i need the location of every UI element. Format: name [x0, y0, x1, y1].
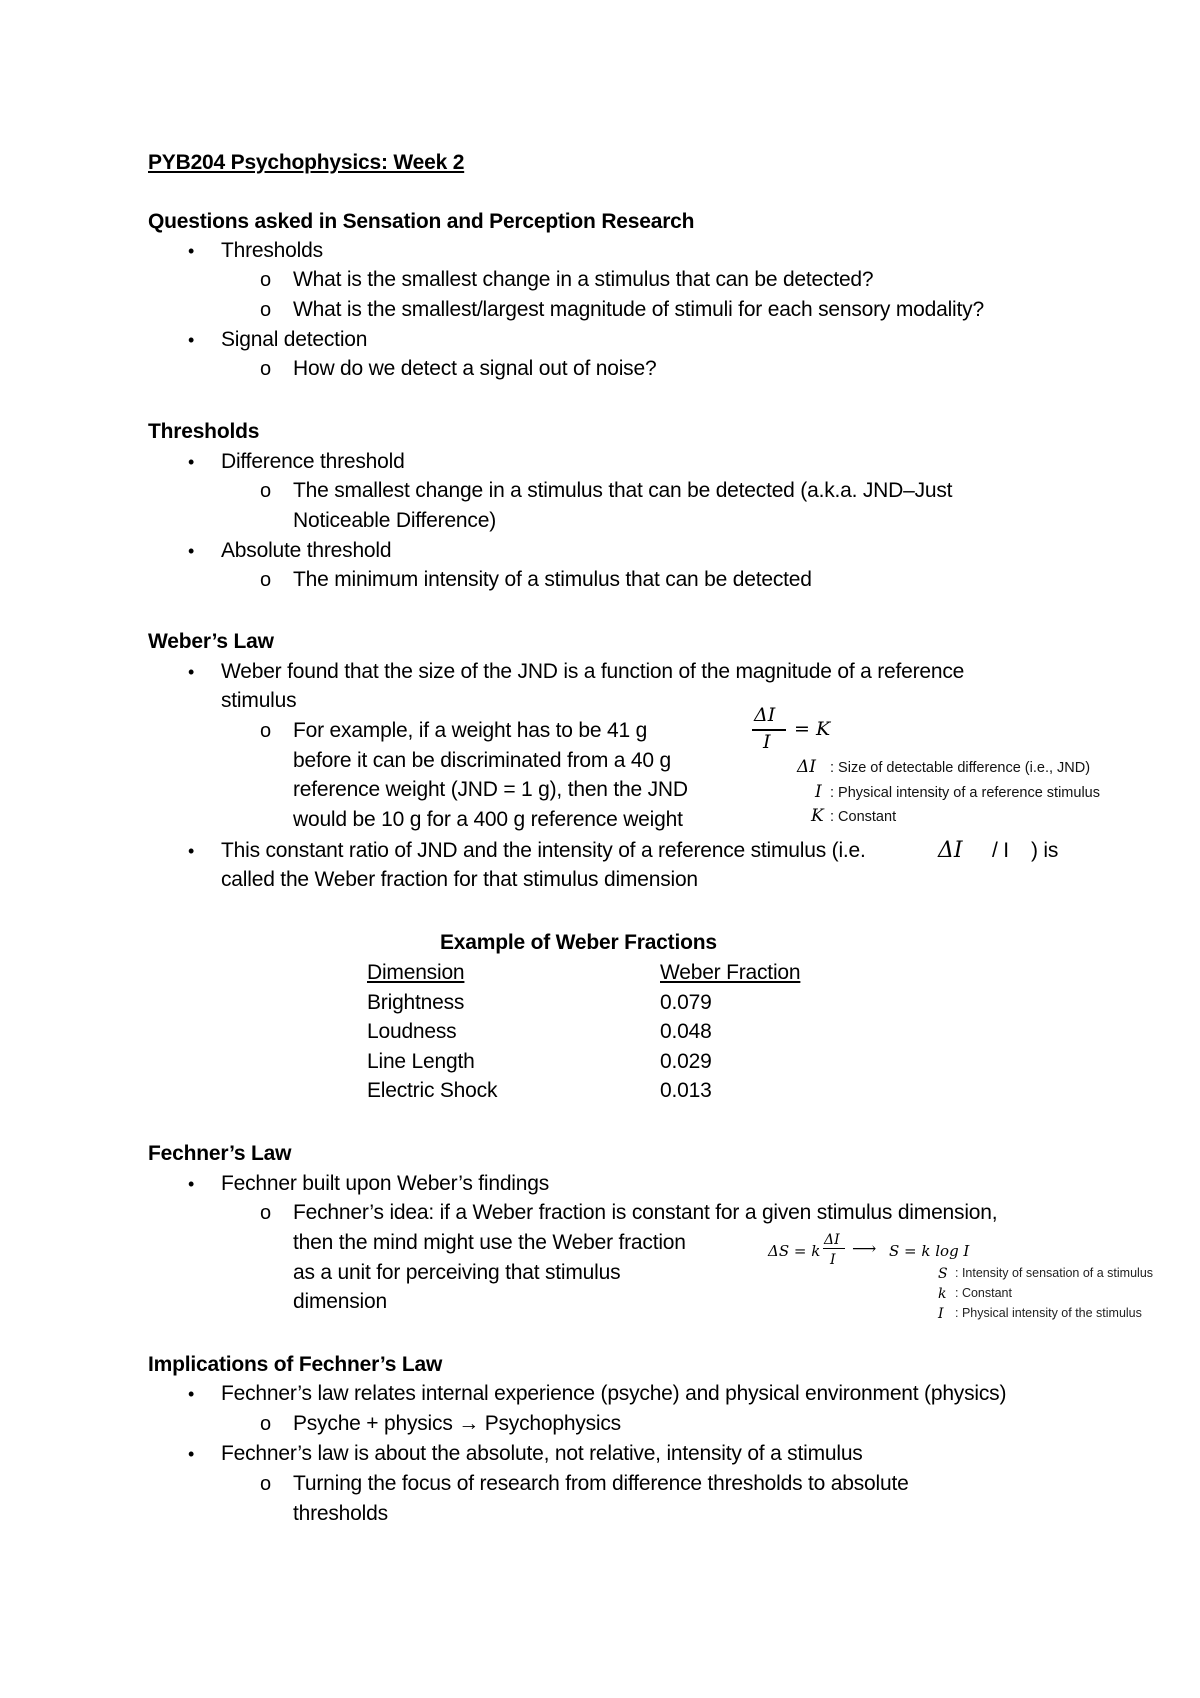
- signal-detection-item: Signal detection: [221, 328, 368, 351]
- sub-bullet: o: [260, 269, 272, 291]
- legend-text: : Intensity of sensation of a stimulus: [955, 1266, 1154, 1280]
- sub-bullet: o: [260, 358, 272, 380]
- legend-symbol: S: [938, 1266, 948, 1282]
- difference-definition-line-2: Noticeable Difference): [293, 509, 496, 532]
- weber-example-line-2: before it can be discriminated from a 40 g: [293, 749, 671, 772]
- thresholds-question-1: What is the smallest change in a stimulus that can be detected?: [293, 268, 874, 291]
- legend-text: : Physical intensity of the stimulus: [955, 1306, 1142, 1320]
- fechner-point-1: Fechner built upon Weber’s findings: [221, 1172, 550, 1195]
- legend-symbol: I: [815, 782, 822, 802]
- table-cell-fraction: 0.013: [660, 1079, 712, 1102]
- legend-text: : Constant: [830, 809, 897, 825]
- implications-point-2-sub-line-1: Turning the focus of research from difference thresholds to absolute: [293, 1472, 909, 1495]
- table-cell-fraction: 0.048: [660, 1020, 712, 1043]
- implications-point-2-sub-line-2: thresholds: [293, 1502, 388, 1525]
- table-header-fraction: Weber Fraction: [660, 961, 801, 984]
- sub-bullet: o: [260, 569, 272, 591]
- formula-numerator: ΔI: [754, 704, 776, 726]
- bullet: •: [188, 330, 195, 350]
- thresholds-item: Thresholds: [221, 239, 323, 262]
- table-title: Example of Weber Fractions: [440, 931, 717, 954]
- inline-slash-i: / I: [992, 839, 1009, 862]
- table-cell-fraction: 0.079: [660, 991, 712, 1014]
- table-cell-dimension: Line Length: [367, 1050, 475, 1073]
- weber-example-line-1: For example, if a weight has to be 41 g: [293, 719, 648, 742]
- weber-example-line-3: reference weight (JND = 1 g), then the JND: [293, 778, 688, 801]
- page-title: PYB204 Psychophysics: Week 2: [148, 151, 465, 174]
- table-cell-dimension: Electric Shock: [367, 1079, 498, 1102]
- implications-point-2: Fechner’s law is about the absolute, not relative, intensity of a stimulus: [221, 1442, 863, 1465]
- thresholds-question-2: What is the smallest/largest magnitude of stimuli for each sensory modality?: [293, 298, 984, 321]
- weber-heading: Weber’s Law: [148, 630, 274, 653]
- bullet: •: [188, 662, 195, 682]
- fechner-idea-line-1: Fechner’s idea: if a Weber fraction is constant for a given stimulus dimension,: [293, 1201, 998, 1224]
- weber-point-1-line-2: stimulus: [221, 689, 297, 712]
- legend-text: : Physical intensity of a reference stimulus: [830, 785, 1100, 801]
- absolute-threshold-item: Absolute threshold: [221, 539, 392, 562]
- sub-bullet: o: [260, 1473, 272, 1495]
- bullet: •: [188, 1174, 195, 1194]
- legend-symbol: ΔI: [797, 757, 816, 777]
- inline-delta-i: ΔI: [938, 838, 963, 863]
- sub-bullet: o: [260, 480, 272, 502]
- table-cell-dimension: Loudness: [367, 1020, 457, 1043]
- fechner-idea-line-2: then the mind might use the Weber fraction: [293, 1231, 686, 1254]
- fechner-idea-line-3: as a unit for perceiving that stimulus: [293, 1261, 621, 1284]
- legend-text: : Size of detectable difference (i.e., JND): [830, 760, 1091, 776]
- legend-symbol: I: [938, 1306, 944, 1322]
- table-header-dimension: Dimension: [367, 961, 465, 984]
- sub-bullet: o: [260, 1202, 272, 1224]
- difference-threshold-item: Difference threshold: [221, 450, 405, 473]
- weber-point-1-line-1: Weber found that the size of the JND is a function of the magnitude of a reference: [221, 660, 965, 683]
- legend-text: : Constant: [955, 1286, 1012, 1300]
- legend-symbol: k: [938, 1286, 947, 1302]
- absolute-definition: The minimum intensity of a stimulus that can be detected: [293, 568, 812, 591]
- questions-heading: Questions asked in Sensation and Perception Research: [148, 210, 695, 233]
- weber-point-2-line-2: called the Weber fraction for that stimulus dimension: [221, 868, 698, 891]
- weber-example-line-4: would be 10 g for a 400 g reference weight: [293, 808, 683, 831]
- legend-symbol: K: [811, 806, 824, 826]
- formula-numerator: ΔI: [824, 1232, 840, 1248]
- bullet: •: [188, 241, 195, 261]
- arrow-icon: ⟶: [852, 1239, 877, 1259]
- inline-close: ) is: [1031, 839, 1059, 862]
- formula-denominator: I: [830, 1252, 836, 1268]
- formula-rhs: S = k log I: [889, 1242, 970, 1260]
- fechner-idea-line-4: dimension: [293, 1290, 387, 1313]
- implications-heading: Implications of Fechner’s Law: [148, 1353, 443, 1376]
- signal-question-1: How do we detect a signal out of noise?: [293, 357, 657, 380]
- bullet: •: [188, 841, 195, 861]
- bullet: •: [188, 541, 195, 561]
- formula-rhs: = K: [794, 718, 831, 740]
- table-cell-fraction: 0.029: [660, 1050, 712, 1073]
- implications-point-1: Fechner’s law relates internal experience (psyche) and physical environment (physics): [221, 1382, 1007, 1405]
- sub-bullet: o: [260, 720, 272, 742]
- sub-bullet: o: [260, 299, 272, 321]
- thresholds-heading: Thresholds: [148, 420, 260, 443]
- implications-point-1-sub: Psyche + physics → Psychophysics: [293, 1412, 621, 1435]
- bullet: •: [188, 1444, 195, 1464]
- bullet: •: [188, 452, 195, 472]
- table-cell-dimension: Brightness: [367, 991, 465, 1014]
- formula-denominator: I: [763, 731, 771, 753]
- bullet: •: [188, 1384, 195, 1404]
- fechner-heading: Fechner’s Law: [148, 1142, 292, 1165]
- formula-lhs: ΔS = k: [768, 1242, 821, 1260]
- difference-definition-line-1: The smallest change in a stimulus that can be detected (a.k.a. JND–Just: [293, 479, 953, 502]
- weber-point-2-line-1: This constant ratio of JND and the intensity of a reference stimulus (i.e.: [221, 839, 866, 862]
- sub-bullet: o: [260, 1413, 272, 1435]
